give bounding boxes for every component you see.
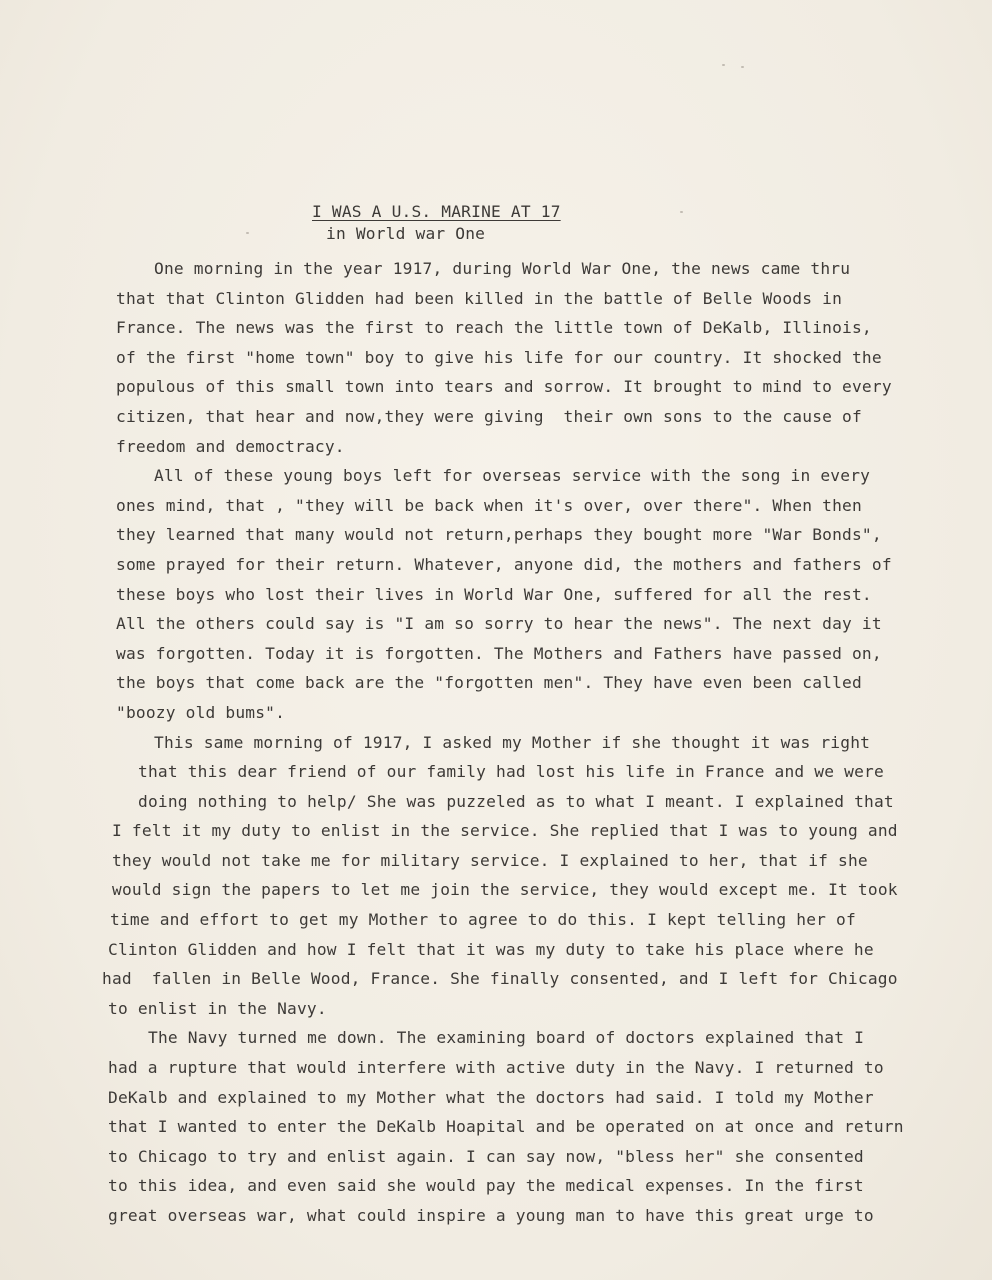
paper-speck [246, 232, 249, 234]
text-line: they learned that many would not return,perhaps they bought more "War Bonds", [116, 525, 882, 545]
text-line: "boozy old bums". [116, 702, 286, 722]
text-line: Clinton Glidden and how I felt that it was my duty to take his place where he [108, 939, 874, 959]
text-line: that this dear friend of our family had lost his life in France and we were [138, 762, 884, 782]
text-line: to this idea, and even said she would pay the medical expenses. In the first [108, 1176, 864, 1196]
text-line: time and effort to get my Mother to agree to do this. I kept telling her of [110, 910, 856, 930]
text-line: these boys who lost their lives in World War One, suffered for all the rest. [116, 584, 872, 604]
text-line: ones mind, that , "they will be back when it's over, over there". When then [116, 495, 862, 515]
text-line: freedom and democtracy. [116, 436, 345, 456]
text-line: All the others could say is "I am so sorry to hear the news". The next day it [116, 614, 882, 634]
text-line: doing nothing to help/ She was puzzeled as to what I meant. I explained that [138, 791, 894, 811]
text-line: France. The news was the first to reach the little town of DeKalb, Illinois, [116, 318, 872, 338]
text-line: to Chicago to try and enlist again. I can say now, "bless her" she consented [108, 1146, 864, 1166]
text-line: had fallen in Belle Wood, France. She finally consented, and I left for Chicago [102, 969, 898, 989]
text-line: All of these young boys left for overseas service with the song in every [154, 466, 871, 486]
paper-speck [741, 66, 744, 68]
text-line: the boys that come back are the "forgotten men". They have even been called [116, 673, 862, 693]
document-subtitle: in World war One [326, 224, 486, 243]
text-line: I felt it my duty to enlist in the service. She replied that I was to young and [112, 821, 898, 841]
text-line: great overseas war, what could inspire a young man to have this great urge to [108, 1206, 874, 1225]
text-line: of the first "home town" boy to give his life for our country. It shocked the [116, 347, 882, 367]
text-line: DeKalb and explained to my Mother what the doctors had said. I told my Mother [108, 1087, 874, 1107]
text-line: citizen, that hear and now,they were giving their own sons to the cause of [116, 406, 862, 426]
document-title: I WAS A U.S. MARINE AT 17 [312, 202, 561, 221]
text-line: that I wanted to enter the DeKalb Hoapital and be operated on at once and return [108, 1117, 904, 1137]
paper-speck [680, 211, 683, 213]
text-line: One morning in the year 1917, during World War One, the news came thru [154, 259, 851, 278]
text-line: to enlist in the Navy. [108, 998, 327, 1018]
text-line: some prayed for their return. Whatever, anyone did, the mothers and fathers of [116, 554, 892, 574]
text-line: they would not take me for military service. I explained to her, that if she [112, 850, 868, 870]
text-line: The Navy turned me down. The examining board of doctors explained that I [148, 1028, 865, 1048]
paper-speck [722, 64, 725, 66]
text-line: was forgotten. Today it is forgotten. The Mothers and Fathers have passed on, [116, 643, 882, 663]
text-line: had a rupture that would interfere with active duty in the Navy. I returned to [108, 1058, 884, 1078]
text-line: would sign the papers to let me join the service, they would except me. It took [112, 880, 898, 900]
text-line: This same morning of 1917, I asked my Mother if she thought it was right [154, 732, 871, 752]
text-line: populous of this small town into tears and sorrow. It brought to mind to every [116, 377, 892, 397]
document-body [102, 254, 962, 1231]
text-line: that that Clinton Glidden had been killed in the battle of Belle Woods in [116, 288, 843, 308]
